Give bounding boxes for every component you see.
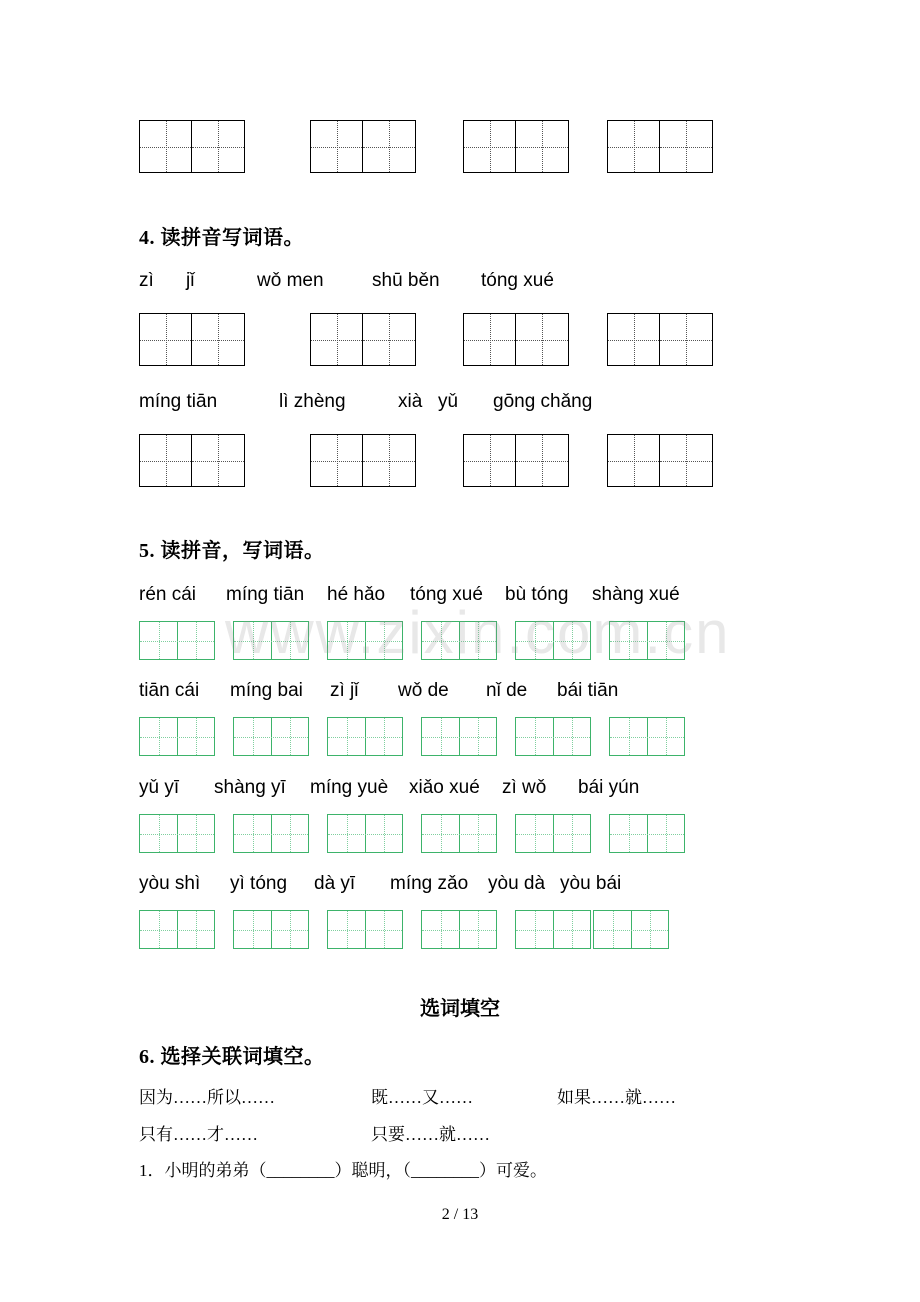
pinyin-label: gōng chǎng: [493, 391, 593, 412]
green-writing-box[interactable]: [233, 910, 309, 949]
section-title: 选词填空: [420, 998, 500, 1020]
green-writing-box[interactable]: [327, 621, 403, 660]
green-writing-box[interactable]: [515, 814, 591, 853]
pinyin-label: zì jǐ: [330, 680, 359, 701]
green-writing-box[interactable]: [421, 621, 497, 660]
conjunction-option: 只要……就……: [371, 1125, 490, 1144]
conjunction-option: 既……又……: [371, 1088, 473, 1107]
writing-box[interactable]: [607, 434, 713, 487]
green-writing-box[interactable]: [515, 621, 591, 660]
green-writing-box[interactable]: [609, 717, 685, 756]
green-writing-box[interactable]: [593, 910, 669, 949]
conjunction-option: 如果……就……: [557, 1088, 676, 1107]
green-writing-box[interactable]: [515, 717, 591, 756]
green-writing-box[interactable]: [609, 621, 685, 660]
pinyin-label: míng yuè: [310, 777, 389, 798]
pinyin-label: míng bai: [230, 680, 303, 701]
conjunction-option: 只有……才……: [139, 1125, 258, 1144]
question-4-heading: 4. 读拼音写词语。: [139, 227, 304, 249]
writing-box[interactable]: [463, 313, 569, 366]
writing-box[interactable]: [139, 434, 245, 487]
writing-box: [310, 120, 416, 173]
pinyin-label: hé hǎo: [327, 584, 386, 605]
green-writing-box[interactable]: [233, 621, 309, 660]
green-writing-box[interactable]: [233, 814, 309, 853]
green-writing-box[interactable]: [233, 717, 309, 756]
pinyin-label: xiǎo xué: [409, 777, 480, 798]
writing-box[interactable]: [139, 313, 245, 366]
pinyin-label: yòu dà: [488, 873, 546, 894]
pinyin-label: yì tóng: [230, 873, 288, 894]
question-6-heading: 6. 选择关联词填空。: [139, 1046, 325, 1068]
pinyin-label: wǒ men: [257, 270, 324, 291]
watermark: www.zixin.com.cn: [225, 599, 731, 666]
pinyin-label: yòu bái: [560, 873, 622, 894]
question-5-heading: 5. 读拼音，写词语。: [139, 540, 325, 562]
pinyin-label: tiān cái: [139, 680, 200, 701]
green-writing-box[interactable]: [327, 910, 403, 949]
pinyin-label: míng tiān: [226, 584, 305, 605]
conjunction-option: 因为……所以……: [139, 1088, 275, 1107]
pinyin-label: tóng xué: [481, 270, 554, 291]
green-writing-box[interactable]: [421, 717, 497, 756]
pinyin-label: tóng xué: [410, 584, 483, 605]
pinyin-label: yǔ: [438, 391, 459, 412]
pinyin-label: zì: [139, 270, 154, 291]
pinyin-label: bái yún: [578, 777, 640, 798]
green-writing-box[interactable]: [327, 717, 403, 756]
writing-box: [139, 120, 245, 173]
pinyin-label: xià: [398, 391, 423, 412]
pinyin-label: yòu shì: [139, 873, 201, 894]
green-writing-box[interactable]: [139, 814, 215, 853]
green-writing-box[interactable]: [139, 621, 215, 660]
writing-box[interactable]: [310, 313, 416, 366]
writing-box: [607, 120, 713, 173]
writing-box[interactable]: [607, 313, 713, 366]
pinyin-label: bù tóng: [505, 584, 569, 605]
pinyin-label: shàng yī: [214, 777, 286, 798]
pinyin-label: nǐ de: [486, 680, 528, 701]
green-writing-box[interactable]: [139, 717, 215, 756]
writing-box[interactable]: [310, 434, 416, 487]
green-writing-box[interactable]: [421, 814, 497, 853]
pinyin-label: shàng xué: [592, 584, 680, 605]
pinyin-label: míng tiān: [139, 391, 218, 412]
pinyin-label: rén cái: [139, 584, 197, 605]
pinyin-label: míng zǎo: [390, 873, 469, 894]
pinyin-label: wǒ de: [398, 680, 449, 701]
fill-in-sentence[interactable]: 1．小明的弟弟（________）聪明，（________）可爱。: [139, 1161, 547, 1180]
pinyin-label: zì wǒ: [502, 777, 547, 798]
writing-box[interactable]: [463, 434, 569, 487]
writing-box: [463, 120, 569, 173]
pinyin-label: bái tiān: [557, 680, 619, 701]
pinyin-label: dà yī: [314, 873, 356, 894]
green-writing-box[interactable]: [421, 910, 497, 949]
pinyin-label: shū běn: [372, 270, 440, 291]
pinyin-label: lì zhèng: [279, 391, 346, 412]
green-writing-box[interactable]: [327, 814, 403, 853]
green-writing-box[interactable]: [609, 814, 685, 853]
page-number: 2 / 13: [441, 1206, 479, 1223]
pinyin-label: yǔ yī: [139, 777, 180, 798]
pinyin-label: jǐ: [186, 270, 195, 291]
green-writing-box[interactable]: [515, 910, 591, 949]
green-writing-box[interactable]: [139, 910, 215, 949]
